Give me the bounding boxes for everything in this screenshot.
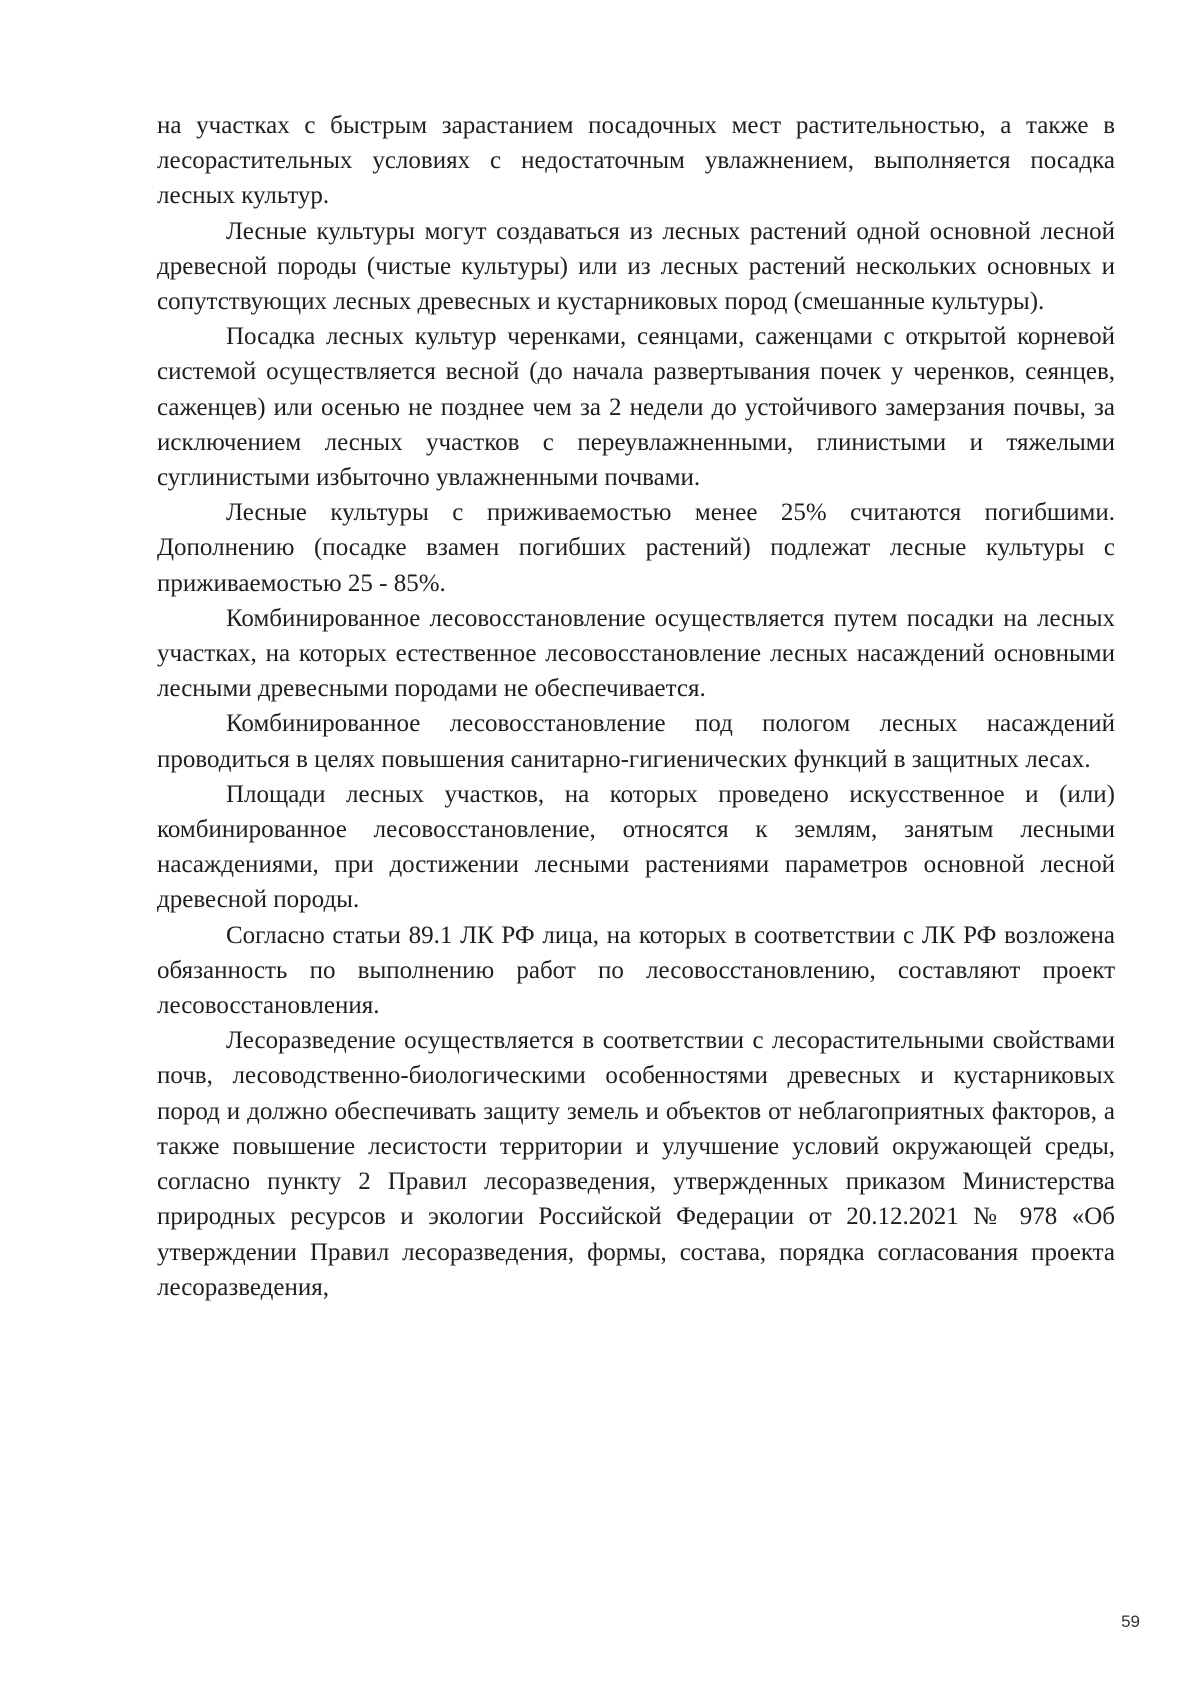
paragraph-survival-rate: Лесные культуры с приживаемостью менее 25% считаются погибшими. Дополнению (посадке взамен погибших растений) подлежат лесные культуры с приживаемостью 25 - 85%. — [157, 499, 1115, 597]
paragraph-planting-season: Посадка лесных культур черенками, сеянцами, саженцами с открытой корневой системой осуществляется весной (до начала развертывания почек у черенков, сеянцев, саженцев) или осенью не позднее чем за 2 недели до устойчивого замерзания почвы, за исключением лесных участков с переувлажненными, глинистыми и тяжелыми суглинистыми избыточно увлажненными почвами. — [157, 323, 1115, 492]
document-body — [157, 108, 1115, 1305]
paragraph-land-classification: Площади лесных участков, на которых проведено искусственное и (или) комбинированное лесовосстановление, относятся к землям, занятым лесными насаждениями, при достижении лесными растениями параметров основной лесной древесной породы. — [157, 780, 1115, 914]
paragraph-afforestation: Лесоразведение осуществляется в соответствии с лесорастительными свойствами почв, лесоводственно-биологическими особенностями древесных и кустарниковых пород и должно обеспечивать защиту земель и объектов от неблагоприятных факторов, а также повышение лесистости территории и улучшение условий окружающей среды, согласно пункту 2 Правил лесоразведения, утвержденных приказом Министерства природных ресурсов и экологии Российской Федерации от 20.12.2021 № 978 «Об утверждении Правил лесоразведения, формы, состава, порядка согласования проекта лесоразведения, — [157, 1027, 1115, 1301]
page-number: 59 — [1121, 1612, 1140, 1631]
paragraph-continuation: на участках с быстрым зарастанием посадочных мест растительностью, а также в лесорастительных условиях с недостаточным увлажнением, выполняется посадка лесных культур. — [157, 112, 1115, 210]
paragraph-combined-under-canopy: Комбинированное лесовосстановление под пологом лесных насаждений проводиться в целях повышения санитарно-гигиенических функций в защитных лесах. — [157, 710, 1115, 773]
paragraph-forest-crop-types: Лесные культуры могут создаваться из лесных растений одной основной лесной древесной породы (чистые культуры) или из лесных растений нескольких основных и сопутствующих лесных древесных и кустарниковых пород (смешанные культуры). — [157, 217, 1115, 316]
paragraph-reforestation-project: Согласно статьи 89.1 ЛК РФ лица, на которых в соответствии с ЛК РФ возложена обязанность по выполнению работ по лесовосстановлению, составляют проект лесовосстановления. — [157, 921, 1115, 1020]
paragraph-combined-reforestation: Комбинированное лесовосстановление осуществляется путем посадки на лесных участках, на которых естественное лесовосстановление лесных насаждений основными лесными древесными породами не обеспечивается. — [157, 604, 1115, 703]
